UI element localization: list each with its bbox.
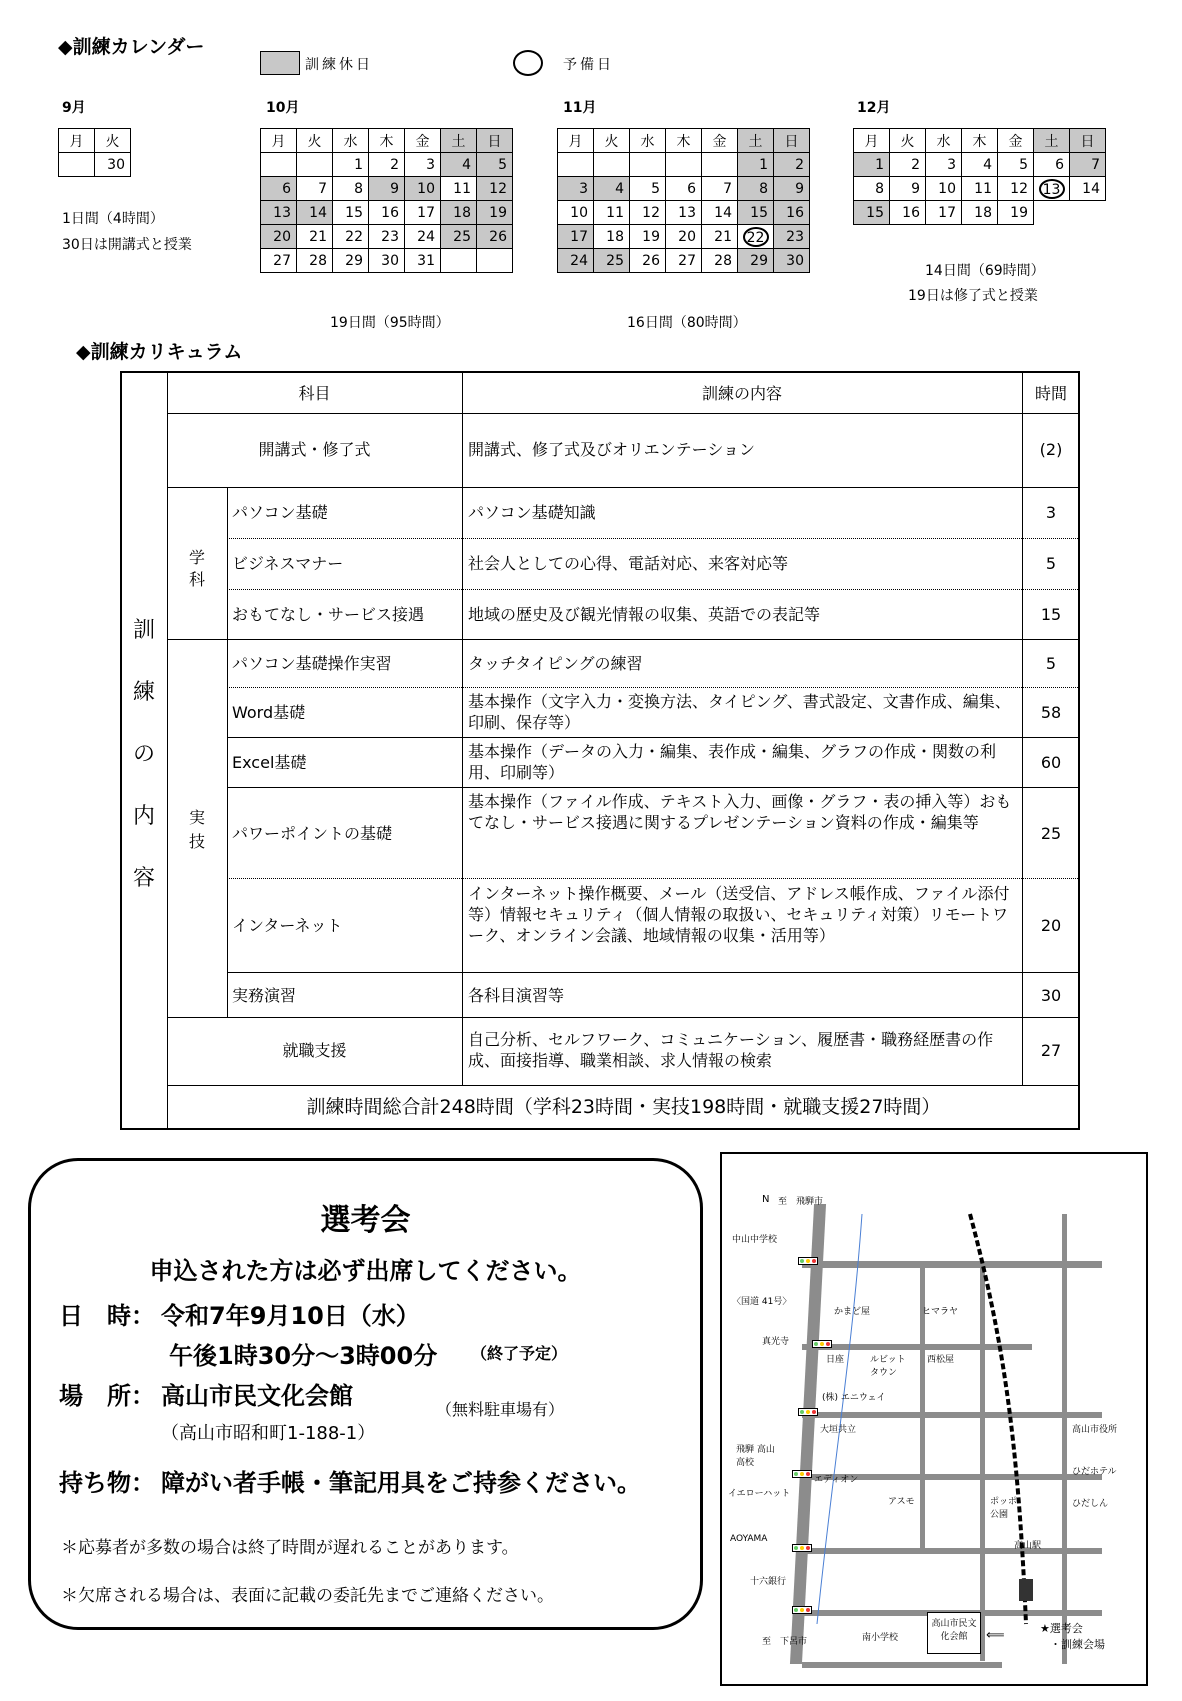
weekday-header: 月 <box>59 129 95 153</box>
map-label: ルビット タウン <box>870 1355 906 1378</box>
map-label: (株) エニウェイ <box>822 1393 886 1403</box>
practical-label: 技 <box>188 832 205 851</box>
practical-content: 各科目演習等 <box>468 986 565 1005</box>
nov-calendar: 月 火 水 木 金 土 日 1 2 3 4 5 6 7 8 9 10 11 12 13 14 15 16 17 18 19 20 21 22 23 24 25 26 27 28 29 30 <box>557 128 810 273</box>
dec-calendar: 月 火 水 木 金 土 日 1 2 3 4 5 6 7 8 9 10 11 12 13 14 15 16 17 18 19 <box>853 128 1106 225</box>
practical-content: 基本操作（文字入力・変換方法、タイピング、書式設定、文書作成、編集、印刷、保存等） <box>468 692 1011 732</box>
weekday-header: 日 <box>1070 129 1106 153</box>
ceremony-content: 開講式、修了式及びオリエンテーション <box>468 440 756 459</box>
traffic-signal-icon <box>812 1340 832 1348</box>
practical-subject: インターネット <box>232 916 343 935</box>
header-content: 訓練の内容 <box>701 384 782 403</box>
sep-calendar <box>58 128 131 177</box>
exam-notice: 申込された方は必ず出席してください。 <box>149 1257 582 1285</box>
weekday-header: 金 <box>998 129 1034 153</box>
map-label: エディオン <box>814 1475 859 1485</box>
weekday-header: 月 <box>854 129 890 153</box>
exam-place: 高山市民文化会館 <box>161 1382 353 1410</box>
header-hours: 時間 <box>1034 384 1067 403</box>
exam-title: 選考会 <box>320 1203 411 1238</box>
dec-summary: 14日間（69時間） <box>925 263 1045 279</box>
venue-label: ★選考会 <box>1040 1622 1083 1635</box>
practical-subject: 実務演習 <box>232 986 297 1005</box>
academic-hours: 5 <box>1045 554 1057 573</box>
calendar-title: ◆訓練カレンダー <box>58 36 205 58</box>
oct-label: 10月 <box>266 100 300 116</box>
practical-subject: Word基礎 <box>232 703 306 722</box>
map-label: 高山駅 <box>1014 1541 1042 1551</box>
dec-note: 19日は修了式と授業 <box>908 288 1038 304</box>
practical-content: インターネット操作概要、メール（送受信、アドレス帳作成、ファイル添付等）情報セキュリティ（個人情報の取扱い、セキュリティ対策）リモートワーク、オンライン会議、地域情報の収集・活用等） <box>468 884 1010 945</box>
holiday-legend-label: 訓練休日 <box>305 57 373 73</box>
weekday-header: 日 <box>774 129 810 153</box>
practical-subject: Excel基礎 <box>232 753 307 772</box>
exam-note-2: ＊欠席される場合は、表面に記載の委託先までご連絡ください。 <box>61 1586 554 1606</box>
oct-calendar: 月 火 水 木 金 土 日 1 2 3 4 5 6 7 8 9 10 11 12 13 14 15 16 17 18 19 20 21 22 23 24 25 26 27 28 29 30 31 <box>260 128 513 273</box>
map-label: AOYAMA <box>730 1534 768 1544</box>
reserve-legend-label: 予備日 <box>563 57 614 73</box>
map-label: 飛騨 高山高校 <box>736 1445 775 1468</box>
exam-date: 令和7年9月10日（水） <box>161 1302 420 1330</box>
practical-content: タッチタイピングの練習 <box>468 654 643 673</box>
exam-time: 午後1時30分～3時00分 <box>169 1342 438 1370</box>
nov-label: 11月 <box>563 100 597 116</box>
weekday-header: 土 <box>1034 129 1070 153</box>
weekday-header: 火 <box>297 129 333 153</box>
practical-subject: パワーポイントの基礎 <box>232 824 393 843</box>
practical-hours: 25 <box>1040 824 1062 843</box>
practical-label: 実 <box>188 808 205 827</box>
weekday-header: 水 <box>333 129 369 153</box>
academic-label: 学 <box>188 548 205 567</box>
map-label: かまど屋 <box>834 1307 871 1317</box>
railway <box>722 1154 1148 1686</box>
traffic-signal-icon <box>792 1606 812 1614</box>
map-label: 大垣共立 <box>820 1425 857 1435</box>
practical-hours: 20 <box>1040 916 1062 935</box>
map-label: 中山中学校 <box>732 1235 778 1245</box>
traffic-signal-icon <box>798 1257 818 1265</box>
oct-summary: 19日間（95時間） <box>330 315 450 331</box>
map-label: 〈国道 41号〉 <box>732 1297 792 1307</box>
map-label: 南小学校 <box>862 1633 899 1643</box>
day-cell <box>59 153 95 177</box>
items-label: 持ち物： <box>59 1469 155 1497</box>
sep-note-1: 1日間（4時間） <box>62 211 164 227</box>
weekday-header: 月 <box>558 129 594 153</box>
ceremony-subject: 開講式・修了式 <box>258 440 371 459</box>
academic-content: 社会人としての心得、電話対応、来客対応等 <box>468 554 789 573</box>
side-label-char: 容 <box>132 866 155 891</box>
weekday-header: 木 <box>369 129 405 153</box>
side-label-char: 練 <box>132 680 155 705</box>
map-label: 至 下呂市 <box>762 1637 808 1647</box>
exam-items: 障がい者手帳・筆記用具をご持参ください。 <box>161 1469 641 1497</box>
weekday-header: 木 <box>962 129 998 153</box>
weekday-header: 日 <box>477 129 513 153</box>
venue-box: 高山市民文化会館 <box>927 1612 981 1654</box>
sep-note-2: 30日は開講式と授業 <box>62 237 192 253</box>
weekday-header: 土 <box>738 129 774 153</box>
weekday-header: 金 <box>405 129 441 153</box>
reserve-legend-circle <box>513 50 543 76</box>
academic-hours: 3 <box>1045 503 1057 522</box>
map-label: 高山市役所 <box>1072 1425 1118 1435</box>
nov-summary: 16日間（80時間） <box>627 315 747 331</box>
map-label: 至 飛騨市 <box>778 1197 824 1207</box>
map-label: アスモ <box>888 1497 915 1507</box>
selection-exam-box <box>28 1158 703 1630</box>
holiday-legend-swatch <box>260 51 300 75</box>
header-subject: 科目 <box>298 384 331 403</box>
place-label: 場 所： <box>59 1382 155 1410</box>
map-label: 西松屋 <box>927 1355 955 1365</box>
curriculum-title: ◆訓練カリキュラム <box>76 341 243 363</box>
ceremony-hours: (2) <box>1039 440 1063 459</box>
academic-subject: おもてなし・サービス接遇 <box>232 605 425 624</box>
day-cell: 30 <box>95 153 131 177</box>
practical-hours: 30 <box>1040 986 1062 1005</box>
academic-content: 地域の歴史及び観光情報の収集、英語での表記等 <box>468 605 821 624</box>
sep-label: 9月 <box>62 100 86 116</box>
venue-label-2: ・訓練会場 <box>1050 1638 1105 1651</box>
access-map <box>720 1152 1148 1686</box>
support-content: 自己分析、セルフワーク、コミュニケーション、履歴書・職務経歴書の作成、面接指導、職業相談、求人情報の検索 <box>468 1030 994 1070</box>
academic-content: パソコン基礎知識 <box>468 503 596 522</box>
date-label: 日 時： <box>59 1302 155 1330</box>
weekday-header: 木 <box>666 129 702 153</box>
side-label-char: 内 <box>132 804 155 829</box>
traffic-signal-icon <box>792 1544 812 1552</box>
map-label: ひだしん <box>1072 1499 1109 1509</box>
side-label-char: 訓 <box>132 618 155 643</box>
support-hours: 27 <box>1040 1041 1062 1060</box>
academic-subject: パソコン基礎 <box>232 503 328 522</box>
curriculum-table <box>120 371 1080 1130</box>
weekday-header: 火 <box>95 129 131 153</box>
practical-content: 基本操作（ファイル作成、テキスト入力、画像・グラフ・表の挿入等）おもてなし・サービス接遇に関するプレゼンテーション資料の作成・編集等 <box>468 792 1012 832</box>
dec-label: 12月 <box>857 100 891 116</box>
map-label: 日座 <box>826 1355 845 1365</box>
support-subject: 就職支援 <box>282 1041 347 1060</box>
exam-note-1: ＊応募者が多数の場合は終了時間が遅れることがあります。 <box>61 1538 519 1558</box>
traffic-signal-icon <box>798 1408 818 1416</box>
practical-subject: パソコン基礎操作実習 <box>232 654 392 673</box>
parking-note: （無料駐車場有） <box>436 1400 565 1419</box>
academic-subject: ビジネスマナー <box>232 554 344 573</box>
map-label: ヒマラヤ <box>922 1307 959 1317</box>
map-label: イエローハット <box>728 1489 791 1499</box>
exam-time-note: （終了予定） <box>471 1344 568 1363</box>
practical-hours: 60 <box>1040 753 1062 772</box>
total-hours: 訓練時間総合計248時間（学科23時間・実技198時間・就職支援27時間） <box>306 1096 941 1118</box>
venue-arrow-icon: ⟸ <box>986 1628 1005 1643</box>
academic-label: 科 <box>188 570 205 589</box>
weekday-header: 火 <box>890 129 926 153</box>
exam-address: （高山市昭和町1-188-1） <box>161 1423 376 1444</box>
traffic-signal-icon <box>792 1470 812 1478</box>
map-label: ポッポ 公園 <box>990 1497 1018 1520</box>
side-label-char: の <box>132 742 155 767</box>
academic-hours: 15 <box>1040 605 1062 624</box>
map-label: ひだホテル <box>1072 1467 1117 1477</box>
weekday-header: 土 <box>441 129 477 153</box>
station-icon <box>1019 1579 1033 1601</box>
map-label: 十六銀行 <box>750 1577 787 1587</box>
weekday-header: 火 <box>594 129 630 153</box>
practical-hours: 5 <box>1045 654 1057 673</box>
weekday-header: 水 <box>926 129 962 153</box>
weekday-header: 金 <box>702 129 738 153</box>
practical-hours: 58 <box>1040 703 1062 722</box>
weekday-header: 水 <box>630 129 666 153</box>
north-arrow-icon: N <box>762 1194 770 1205</box>
map-label: 真光寺 <box>762 1337 790 1347</box>
weekday-header: 月 <box>261 129 297 153</box>
practical-content: 基本操作（データの入力・編集、表作成・編集、グラフの作成・関数の利用、印刷等） <box>468 742 997 782</box>
